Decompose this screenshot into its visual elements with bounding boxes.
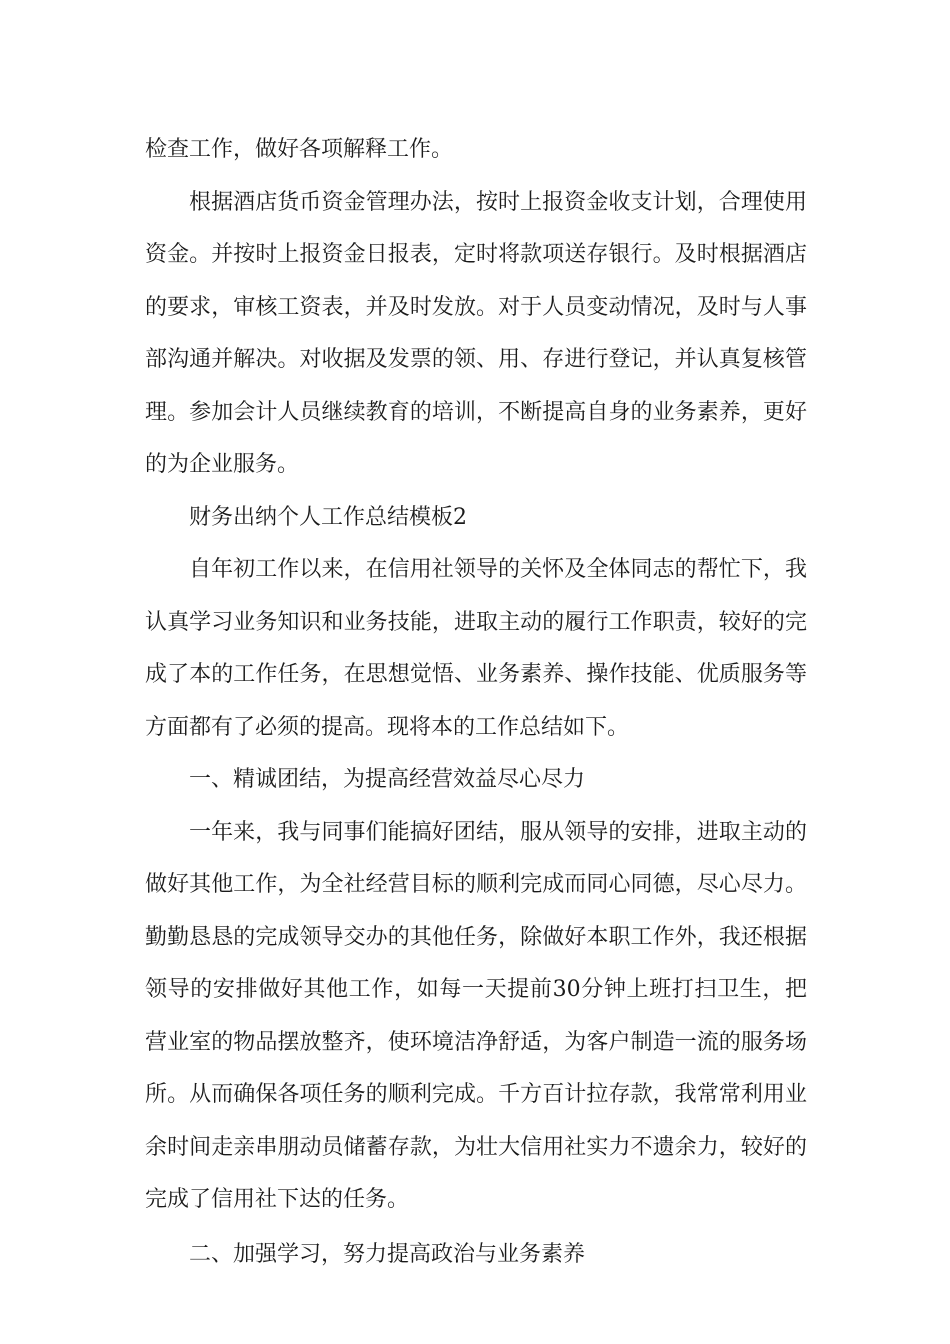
paragraph-intro: 自年初工作以来，在信用社领导的关怀及全体同志的帮忙下，我认真学习业务知识和业务技能，进取主动的履行工作职责，较好的完成了本的工作任务，在思想觉悟、业务素养、操作技能、优质服务等方面都有了必须的提高。现将本的工作总结如下。 [145,557,807,740]
section-title-template-2: 财务出纳个人工作总结模板2 [189,504,467,530]
document-page [145,124,807,1281]
paragraph-cash-management: 根据酒店货币资金管理办法，按时上报资金收支计划，合理使用资金。并按时上报资金日报表，定时将款项送存银行。及时根据酒店的要求，审核工资表，并及时发放。对于人员变动情况，及时与人事部沟通并解决。对收据及发票的领、用、存进行登记，并认真复核管理。参加会计人员继续教育的培训，不断提高自身的业务素养，更好的为企业服务。 [145,189,807,477]
paragraph-unity: 一年来，我与同事们能搞好团结，服从领导的安排，进取主动的做好其他工作，为全社经营目标的顺利完成而同心同德，尽心尽力。勤勤恳恳的完成领导交办的其他任务，除做好本职工作外，我还根据领导的安排做好其他工作，如每一天提前30分钟上班打扫卫生，把营业室的物品摆放整齐，使环境洁净舒适，为客户制造一流的服务场所。从而确保各项任务的顺利完成。千方百计拉存款，我常常利用业余时间走亲串朋动员储蓄存款，为壮大信用社实力不遗余力，较好的完成了信用社下达的任务。 [145,819,807,1212]
paragraph-continuation: 检查工作，做好各项解释工作。 [145,137,454,162]
heading-study: 二、加强学习，努力提高政治与业务素养 [189,1241,586,1267]
heading-unity: 一、精诚团结，为提高经营效益尽心尽力 [189,767,586,792]
